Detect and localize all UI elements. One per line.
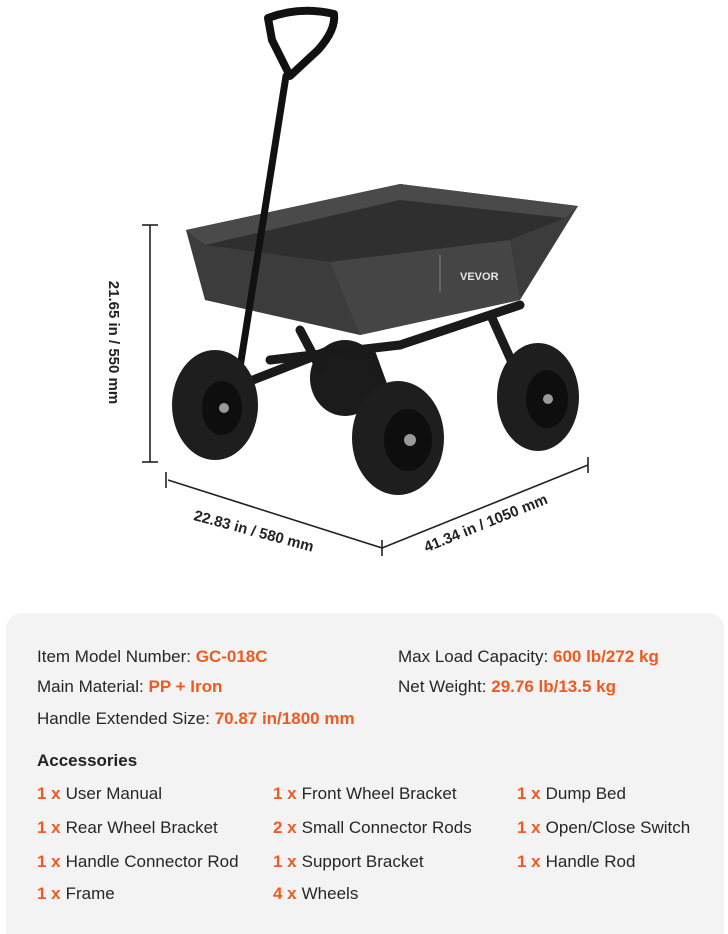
spec-model-value: GC-018C (195, 647, 268, 666)
spec-weight (398, 677, 616, 697)
spec-handle (37, 709, 355, 729)
spec-weight-value: 29.76 lb/13.5 kg (491, 677, 616, 696)
accessory-qty: 1 x (37, 784, 61, 803)
spec-capacity (398, 647, 659, 667)
accessory-qty: 4 x (273, 884, 297, 903)
accessory-name: Front Wheel Bracket (301, 784, 457, 803)
accessory-name: Open/Close Switch (545, 818, 691, 837)
spec-weight-label: Net Weight: (398, 677, 487, 696)
accessory-name: Frame (65, 884, 115, 903)
front-right-wheel (497, 343, 579, 451)
accessories-heading: Accessories (37, 751, 138, 770)
accessory-qty: 1 x (273, 852, 297, 871)
height-dimension: 21.65 in / 550 mm (105, 280, 123, 405)
spec-model-label: Item Model Number: (37, 647, 191, 666)
accessory-name: Dump Bed (545, 784, 626, 803)
accessory-qty: 1 x (517, 818, 541, 837)
accessory-qty: 2 x (273, 818, 297, 837)
accessory-item (517, 784, 626, 804)
spec-material-label: Main Material: (37, 677, 144, 696)
accessory-name: Wheels (301, 884, 359, 903)
handle (233, 11, 334, 389)
spec-material (37, 677, 222, 697)
spec-capacity-label: Max Load Capacity: (398, 647, 549, 666)
length-dimension: 41.34 in / 1050 mm (421, 490, 551, 557)
rear-left-wheel (172, 350, 258, 460)
accessory-item (273, 784, 457, 804)
accessory-name: Handle Rod (545, 852, 636, 871)
accessory-item (37, 852, 239, 872)
spec-handle-label: Handle Extended Size: (37, 709, 210, 728)
accessory-item (37, 784, 162, 804)
accessory-item (517, 818, 690, 838)
accessory-item (517, 852, 635, 872)
spec-material-value: PP + Iron (148, 677, 223, 696)
accessory-item (273, 884, 358, 904)
accessory-qty: 1 x (517, 852, 541, 871)
dump-bed (186, 184, 578, 335)
spec-model (37, 647, 268, 667)
accessory-qty: 1 x (37, 884, 61, 903)
accessory-name: Handle Connector Rod (65, 852, 239, 871)
accessory-name: Rear Wheel Bracket (65, 818, 218, 837)
accessory-qty: 1 x (517, 784, 541, 803)
accessory-qty: 1 x (37, 852, 61, 871)
accessory-qty: 1 x (37, 818, 61, 837)
accessory-item (273, 818, 472, 838)
vevor-logo: VEVOR (460, 271, 499, 283)
accessory-name: Small Connector Rods (301, 818, 472, 837)
spec-capacity-value: 600 lb/272 kg (552, 647, 659, 666)
accessory-qty: 1 x (273, 784, 297, 803)
accessory-name: Support Bracket (301, 852, 424, 871)
specs-panel (6, 613, 724, 934)
front-left-wheel (352, 381, 444, 495)
accessory-item (37, 884, 115, 904)
accessory-item (37, 818, 218, 838)
accessory-item (273, 852, 424, 872)
spec-handle-value: 70.87 in/1800 mm (214, 709, 355, 728)
accessory-name: User Manual (65, 784, 163, 803)
width-dimension: 22.83 in / 580 mm (191, 507, 316, 556)
